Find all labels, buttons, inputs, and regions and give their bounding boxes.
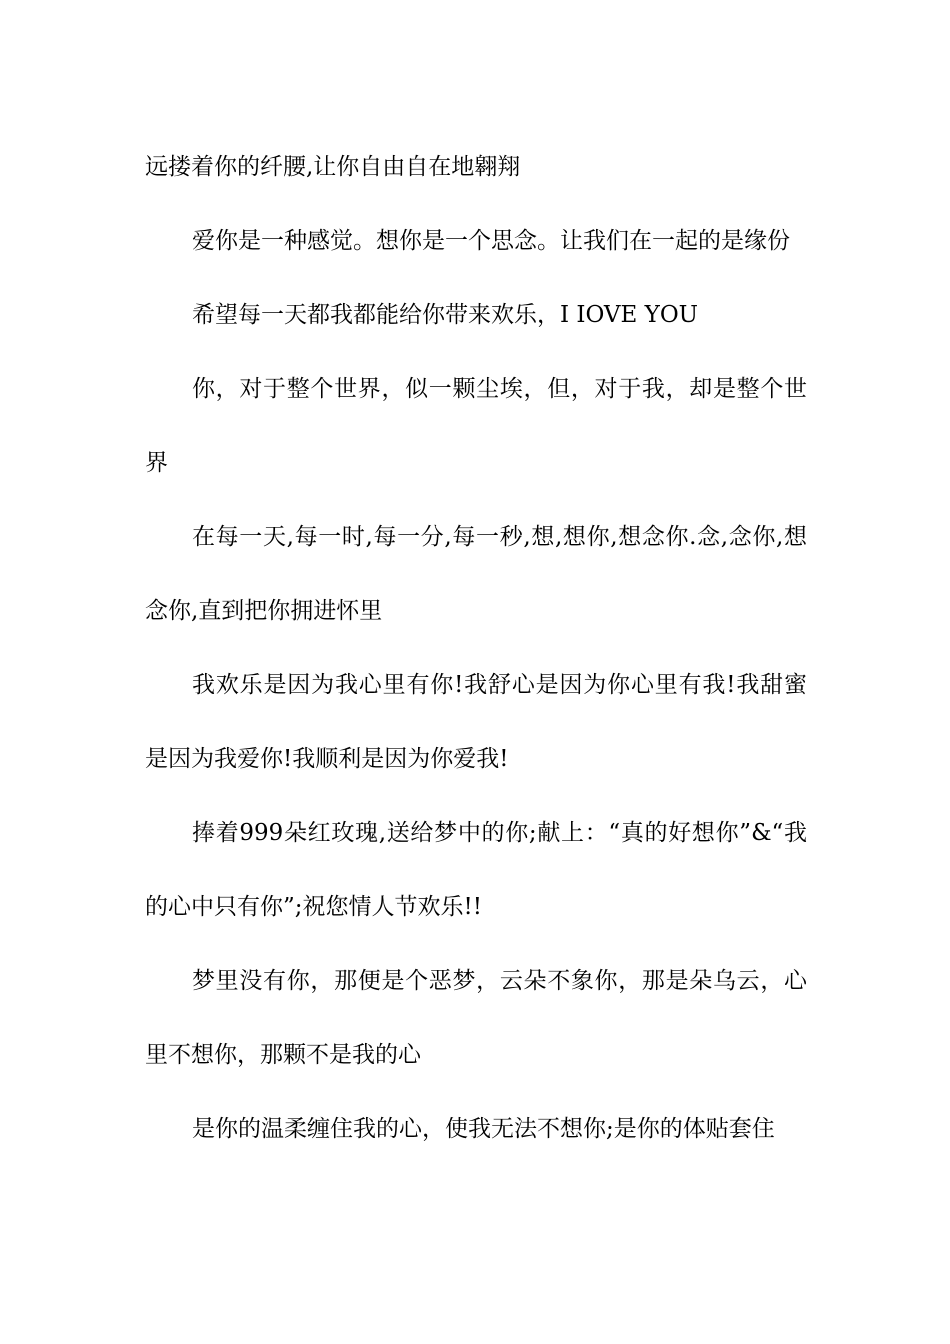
paragraph-6: 我欢乐是因为我心里有你!我舒心是因为你心里有我!我甜蜜是因为我爱你!我顺利是因为你爱我! [145,672,807,772]
document-body [145,130,807,1166]
paragraph-1: 远搂着你的纤腰,让你自由自在地翱翔 [145,154,521,180]
paragraph-2: 爱你是一种感觉。想你是一个思念。让我们在一起的是缘份 [192,228,790,254]
paragraph-4: 你，对于整个世界，似一颗尘埃，但，对于我，却是整个世界 [145,376,807,476]
paragraph-8: 梦里没有你，那便是个恶梦，云朵不象你，那是朵乌云，心里不想你，那颗不是我的心 [145,968,807,1068]
paragraph-3: 希望每一天都我都能给你带来欢乐，I IOVE YOU [192,302,699,328]
paragraph-7: 捧着999朵红玫瑰,送给梦中的你;献上：“真的好想你”&“我的心中只有你”;祝您情人节欢乐!! [145,820,807,920]
paragraph-9: 是你的温柔缠住我的心，使我无法不想你;是你的体贴套住 [192,1116,775,1142]
paragraph-5: 在每一天,每一时,每一分,每一秒,想,想你,想念你.念,念你,想念你,直到把你拥进怀里 [145,524,807,624]
